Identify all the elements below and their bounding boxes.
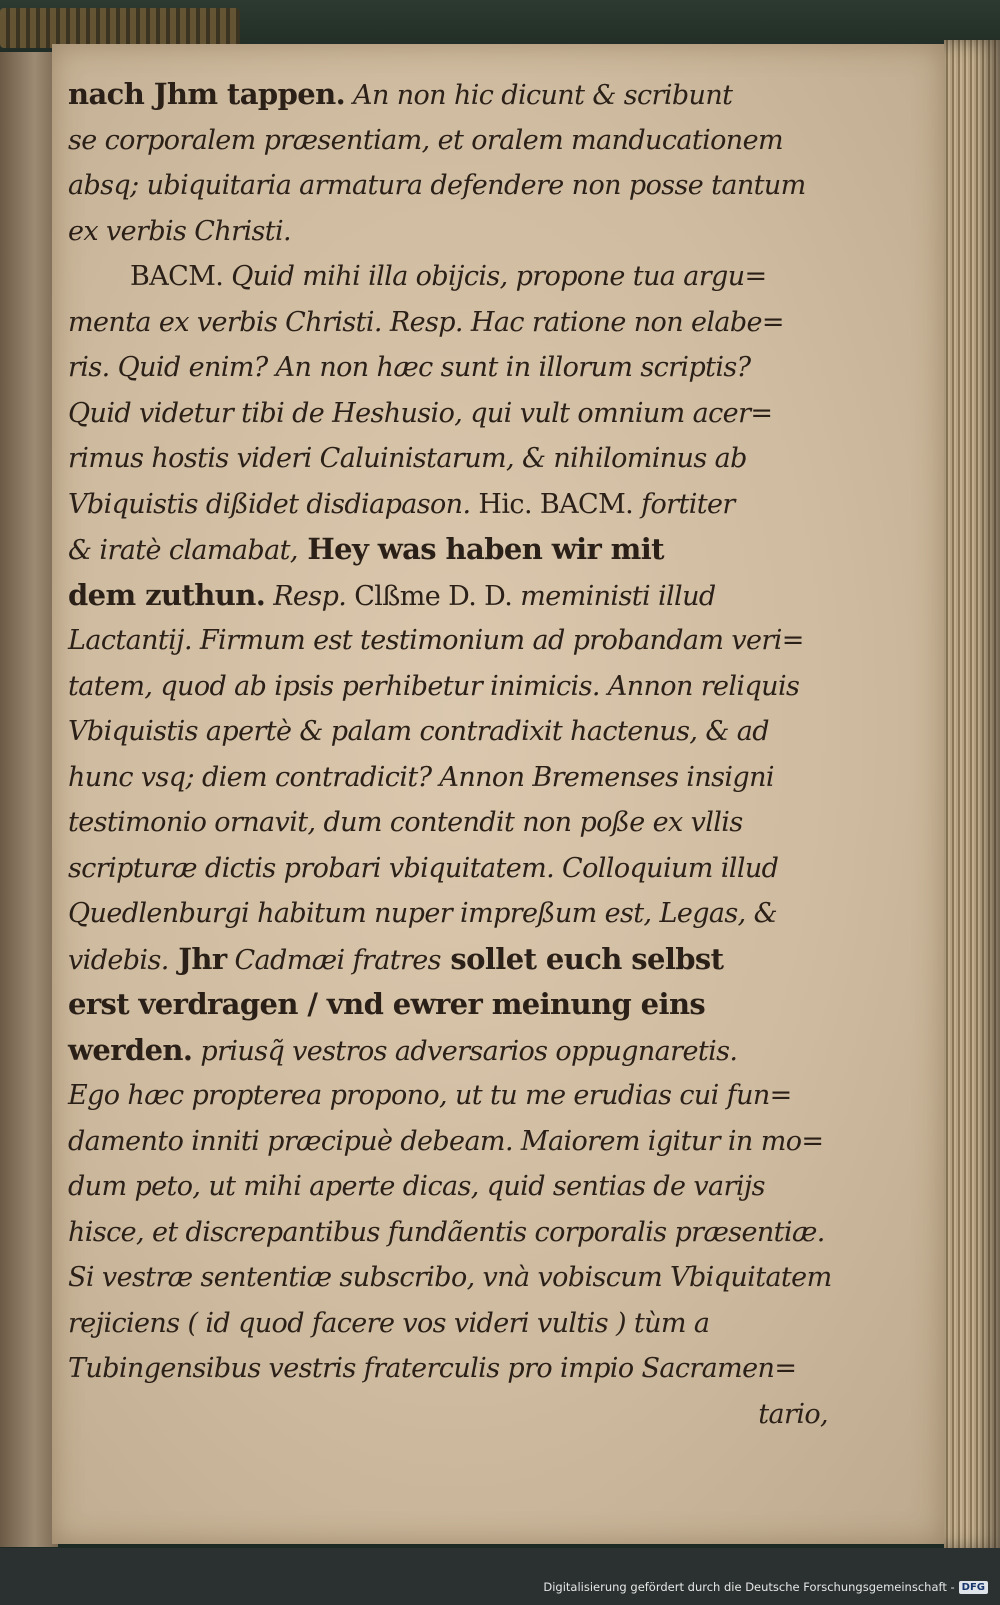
text-line [68,664,828,710]
text-line [68,1210,828,1256]
text-segment: Si vestræ sententiæ subscribo, vnà vobiscum Vbiquitatem [68,1262,832,1293]
text-line [68,118,828,164]
page-text [68,72,832,1437]
text-segment: & iratè clamabat, [68,535,298,566]
text-segment: rejiciens ( id quod facere vos videri vultis ) tùm a [68,1307,710,1339]
text-segment: scripturæ dictis probari vbiquitatem. Colloquium illud [68,852,779,884]
text-line [68,72,828,118]
text-segment: Quedlenburgi habitum nuper impreßum est, Legas, & [68,898,778,929]
text-segment: Tubingensibus vestris fraterculis pro impio Sacramen= [68,1353,797,1384]
text-line [68,1301,828,1347]
text-segment: meministi illud [512,580,716,612]
text-line [68,800,828,846]
text-segment: hisce, et discrepantibus fundãentis corporalis præsentiæ. [68,1216,825,1248]
text-line [68,345,828,391]
text-segment: damento inniti præcipuè debeam. Maiorem igitur in mo= [68,1125,824,1157]
text-line [68,1119,828,1165]
blackletter-text: sollet euch selbst [440,941,724,976]
text-line [68,755,828,801]
blackletter-text: erst verdragen / vnd ewrer meinung eins [68,987,706,1021]
text-segment: se corporalem præsentiam, et oralem manducationem [68,124,783,156]
text-line [68,891,828,937]
blackletter-text: Hey was haben wir mit [297,532,664,566]
blackletter-text: nach Jhm tappen. [68,77,346,111]
text-segment: BACM. [130,261,224,292]
text-segment: Resp. [265,580,347,612]
scan-background [0,1548,1000,1605]
text-segment: absq; ubiquitaria armatura defendere non posse tantum [68,170,806,201]
text-segment: priusq̃ vestros adversarios oppugnaretis. [192,1035,738,1067]
blackletter-text: werden. [68,1032,193,1067]
text-line [68,1346,828,1392]
text-segment: Hic. BACM. [470,488,634,520]
text-segment: menta ex verbis Christi. [68,306,382,338]
dfg-logo: DFG [959,1581,988,1594]
text-segment: Clßme D. D. [346,580,513,612]
blackletter-text: Jhr [168,941,227,976]
facing-page-edge [0,52,58,1547]
binding-ornament [0,8,240,48]
digitization-footer [543,1580,988,1594]
text-line [68,1164,828,1210]
text-segment: Ego hæc propterea propono, ut tu me erudias cui fun= [68,1080,792,1111]
text-line [68,982,828,1028]
text-line [68,573,828,619]
text-line [68,436,828,482]
text-segment: Resp. [381,306,463,338]
text-line [68,937,828,983]
blackletter-text: dem zuthun. [68,577,266,612]
text-segment: ris. Quid enim? An non hæc sunt in illorum scriptis? [68,352,751,383]
text-segment: rimus hostis videri Caluinistarum, & nihilominus ab [68,443,747,474]
text-line [68,1392,828,1438]
text-line [68,846,828,892]
text-segment: testimonio ornavit, dum contendit non poße ex vllis [68,807,743,838]
text-line [68,1255,832,1301]
text-line [68,254,828,300]
text-line [68,482,828,528]
text-segment: tario, [758,1398,828,1430]
text-segment: hunc vsq; diem contradicit? Annon Bremenses insigni [68,761,774,793]
text-line [68,391,828,437]
text-segment: Lactantij. Firmum est testimonium ad probandam veri= [68,625,804,656]
text-segment: tatem, quod ab ipsis perhibetur inimicis. Annon reliquis [68,670,800,702]
text-line [68,527,828,573]
text-segment: An non hic dicunt & scribunt [345,80,733,111]
text-line [68,163,828,209]
text-line [68,300,828,346]
page-block-edge [944,40,1000,1550]
text-line [68,209,828,255]
text-segment: dum peto, ut mihi aperte dicas, quid sentias de varijs [68,1171,765,1202]
footer-credit: Digitalisierung gefördert durch die Deutsche Forschungsgemeinschaft - [543,1580,955,1594]
text-segment: Cadmæi fratres [226,944,441,976]
text-line [68,1073,828,1119]
text-segment: ex verbis Christi. [68,215,291,247]
text-segment: Vbiquistis dißidet disdiapason. [68,488,471,520]
text-segment: Quid videtur tibi de Heshusio, qui vult omnium acer= [68,397,773,429]
text-segment: Quid mihi illa obijcis, propone tua argu= [223,261,767,292]
text-segment: fortiter [633,488,735,520]
text-segment: Vbiquistis apertè & palam contradixit hactenus, & ad [68,716,769,747]
text-line [68,618,828,664]
text-segment: Hac ratione non elabe= [462,306,784,338]
text-segment: videbis. [68,944,169,976]
text-line [68,1028,828,1074]
text-line [68,709,828,755]
